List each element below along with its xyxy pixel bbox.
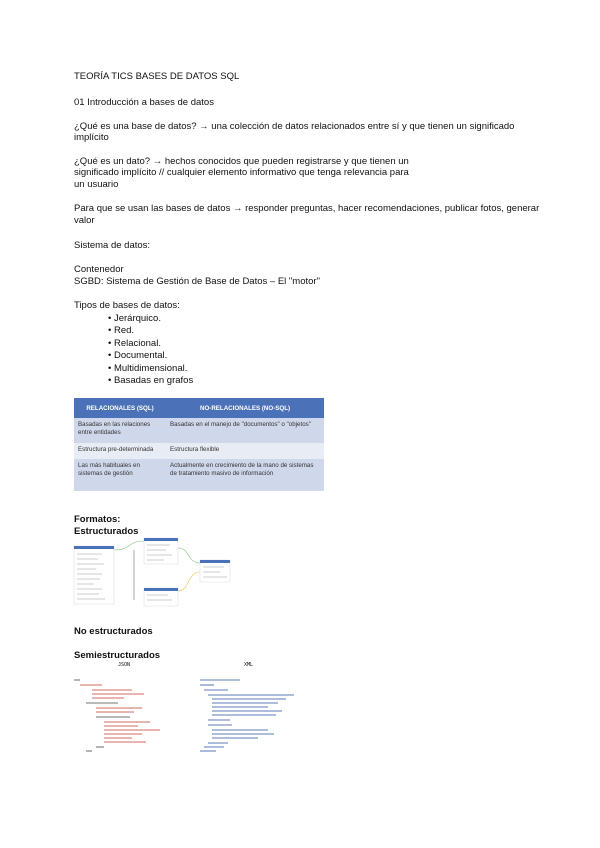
comparison-table	[74, 398, 324, 491]
sistema-heading: Sistema de datos:	[74, 240, 151, 251]
table-row	[74, 443, 324, 459]
contenedor-text: Contenedor	[74, 264, 124, 275]
table-cell: Estructura flexible	[166, 443, 324, 459]
table-cell: Basadas en las relaciones entre entidades	[74, 418, 166, 443]
semiestructurados-heading: Semiestructurados	[74, 650, 161, 661]
tipos-list	[108, 313, 193, 387]
formatos-heading: Formatos:	[74, 514, 121, 525]
doc-title: TEORÍA TICS BASES DE DATOS SQL	[74, 71, 240, 82]
q2-line1: ¿Qué es un dato? → hechos conocidos que pueden registrarse y que tienen un	[74, 156, 409, 167]
list-item: • Basadas en grafos	[108, 375, 193, 387]
estructurados-heading: Estructurados	[74, 526, 139, 537]
tipos-heading: Tipos de bases de datos:	[74, 300, 180, 311]
q1-line1: ¿Qué es una base de datos? → una colección de datos relacionados entre sí y que tienen un significado	[74, 121, 515, 132]
table-header-row	[74, 398, 324, 418]
list-item: • Jerárquico.	[108, 313, 193, 325]
q2-line2: significado implícito // cualquier elemento informativo que tenga relevancia para	[74, 167, 409, 178]
list-item: • Red.	[108, 325, 193, 337]
section-heading: 01 Introducción a bases de datos	[74, 97, 214, 108]
table-cell: Basadas en el manejo de "documentos" o "objetos"	[166, 418, 324, 443]
list-item: • Documental.	[108, 350, 193, 362]
structured-diagram	[72, 536, 232, 608]
q1-line2: implícito	[74, 132, 109, 143]
table-cell: Estructura pre-determinada	[74, 443, 166, 459]
table-cell: Actualmente en crecimiento de la mano de sistemas de tratamiento masivo de información	[166, 459, 324, 491]
table-row	[74, 459, 324, 491]
q2-line3: un usuario	[74, 179, 119, 190]
sgbd-text: SGBD: Sistema de Gestión de Base de Datos – El "motor"	[74, 276, 320, 287]
table-cell: Las más habituales en sistemas de gestión	[74, 459, 166, 491]
list-item: • Relacional.	[108, 338, 193, 350]
no-estructurados-heading: No estructurados	[74, 626, 153, 637]
list-item: • Multidimensional.	[108, 363, 193, 375]
header-sql: RELACIONALES (SQL)	[74, 398, 166, 418]
json-code-sample	[72, 676, 182, 754]
json-label: JSON	[118, 662, 131, 668]
header-nosql: NO-RELACIONALES (NO-SQL)	[166, 398, 324, 418]
xml-code-sample	[198, 676, 308, 754]
xml-label: XML	[244, 662, 254, 668]
table-row	[74, 418, 324, 443]
q3-line1: Para que se usan las bases de datos → responder preguntas, hacer recomendaciones, publicar fotos, generar	[74, 203, 540, 214]
q3-line2: valor	[74, 215, 95, 226]
